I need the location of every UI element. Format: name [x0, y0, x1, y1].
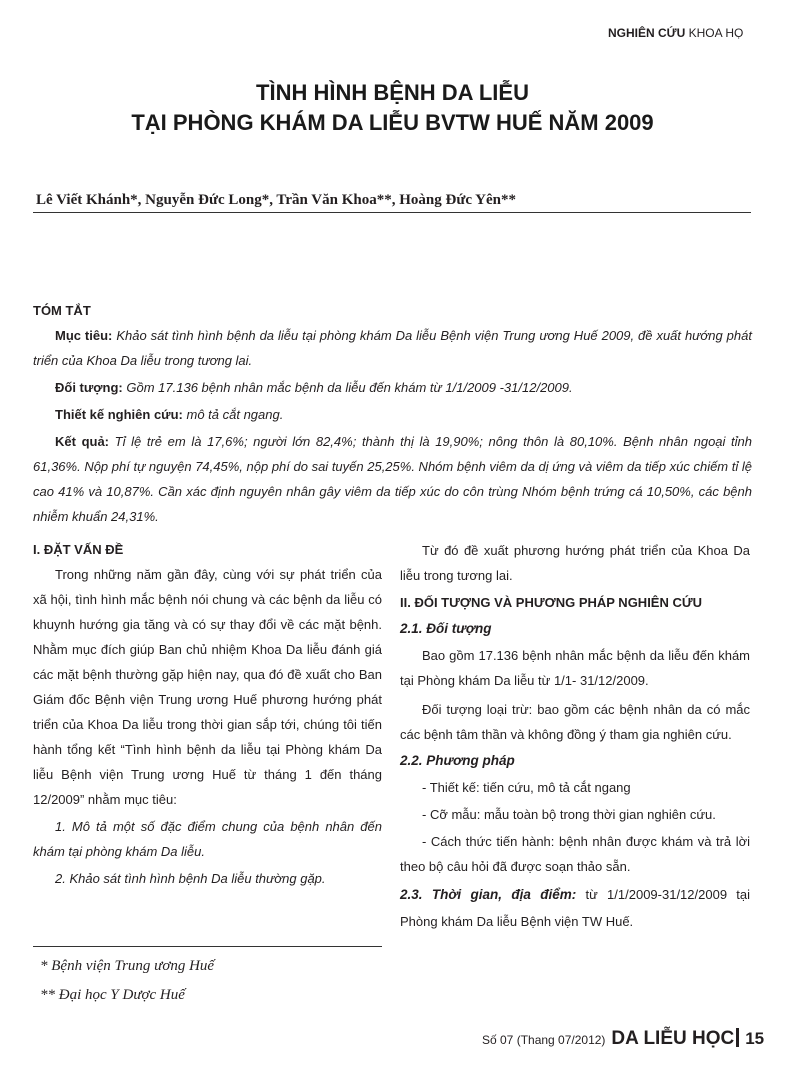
results-text: Tỉ lệ trẻ em là 17,6%; người lớn 82,4%; thành thị là 19,90%; nông thôn là 80,10%. Bệnh nhân ngoại tỉnh 61,36%. Nộp phí tự nguyện 74,45%, nộp phí do sai tuyến 25,25%. Nhóm bệnh viêm da dị ứng và viêm da tiếp xúc chiếm tỉ lệ cao 41% và 10,87%. Cần xác định nguyên nhân gây viêm da tiếp xúc do côn trùng Nhóm bệnh trứng cá 10,50%, các bệnh nhiễm khuẩn 24,31%.: [33, 434, 752, 524]
subjects-label: Đối tượng:: [55, 380, 123, 395]
subsection-2-2-para-2: - Cỡ mẫu: mẫu toàn bộ trong thời gian nghiên cứu.: [422, 807, 716, 822]
page-number: 15: [745, 1029, 765, 1048]
running-header: [608, 26, 743, 40]
abstract-design: [33, 402, 752, 427]
subsection-2-1-title: 2.1. Đối tượng: [400, 621, 492, 636]
subjects-text: Gồm 17.136 bệnh nhân mắc bệnh da liễu đến khám từ 1/1/2009 -31/12/2009.: [126, 380, 573, 395]
author-rule: [33, 212, 751, 213]
header-section-rest: KHOA HỌ: [688, 26, 744, 40]
section-1-continuation: Từ đó đề xuất phương hướng phát triển của Khoa Da liễu trong tương lai.: [400, 543, 750, 583]
subsection-2-3: [400, 881, 750, 934]
section-1-heading: I. ĐẶT VẤN ĐỀ: [33, 542, 124, 557]
authors: Lê Viết Khánh*, Nguyễn Đức Long*, Trần Văn Khoa**, Hoàng Đức Yên**: [36, 192, 517, 208]
objective-label: Mục tiêu:: [55, 328, 113, 343]
section-2-heading: II. ĐỐI TƯỢNG VÀ PHƯƠNG PHÁP NGHIÊN CỨU: [400, 595, 703, 610]
design-text: mô tả cắt ngang.: [186, 407, 284, 422]
left-column: [33, 537, 382, 891]
subsection-2-1-para-2: Đối tượng loại trừ: bao gồm các bệnh nhân da có mắc các bệnh tâm thần và không đồng ý tham gia nghiên cứu.: [400, 702, 750, 742]
right-column: [400, 538, 750, 934]
abstract-subjects: [33, 375, 752, 400]
subsection-2-3-text: từ 1/1/2009-31/12/2009 tại Phòng khám Da liễu Bệnh viện TW Huế.: [400, 887, 750, 929]
footnote-rule: [33, 946, 382, 947]
abstract-heading: TÓM TẮT: [33, 303, 91, 318]
design-label: Thiết kế nghiên cứu:: [55, 407, 183, 422]
section-1-paragraph: Trong những năm gần đây, cùng với sự phát triển của xã hội, tình hình mắc bệnh nói chung và các bệnh da liễu có khuynh hướng gia tăng và có sự thay đổi về các mặt bệnh. Nhằm mục đích giúp Ban chủ nhiệm Khoa Da liễu đánh giá các mặt bệnh thường gặp hiện nay, qua đó đề xuất cho Ban Giám đốc Bệnh viện Trung ương Huế phương hướng phát triển của Khoa Da liễu trong thời gian sắp tới, chúng tôi tiến hành tổng kết “Tình hình bệnh da liễu tại Phòng khám Da liễu Bệnh viện Trung ương Huế từ tháng 1 đến tháng 12/2009” nhằm mục tiêu:: [33, 567, 382, 807]
abstract-results: [33, 429, 752, 529]
footnote-2: ** Đại học Y Dược Huế: [40, 987, 185, 1003]
abstract: [33, 298, 752, 529]
page-footer: [482, 1028, 764, 1050]
results-label: Kết quả:: [55, 434, 110, 449]
issue-info: Số 07 (Thang 07/2012): [482, 1033, 606, 1047]
subsection-2-2-para-1: - Thiết kế: tiến cứu, mô tả cắt ngang: [422, 780, 631, 795]
title-line-2: TẠI PHÒNG KHÁM DA LIỄU BVTW HUẾ NĂM 2009: [131, 110, 654, 135]
objective-1: 1. Mô tả một số đặc điểm chung của bệnh nhân đến khám tại phòng khám Da liễu.: [33, 819, 382, 859]
subsection-2-3-title: 2.3. Thời gian, địa điểm:: [400, 887, 577, 902]
abstract-objective: [33, 323, 752, 373]
objective-2: 2. Khảo sát tình hình bệnh Da liễu thường gặp.: [55, 871, 326, 886]
subsection-2-2-title: 2.2. Phương pháp: [400, 753, 515, 768]
footer-divider: [736, 1028, 739, 1047]
title-line-1: TÌNH HÌNH BỆNH DA LIỄU: [256, 80, 529, 105]
subsection-2-2-para-3: - Cách thức tiến hành: bệnh nhân được khám và trả lời theo bộ câu hỏi đã được soạn thảo sẵn.: [400, 834, 750, 874]
journal-name: DA LIỄU HỌC: [611, 1028, 735, 1049]
objective-text: Khảo sát tình hình bệnh da liễu tại phòng khám Da liễu Bệnh viện Trung ương Huế 2009, đề xuất hướng phát triển của Khoa Da liễu trong tương lai.: [33, 328, 752, 368]
subsection-2-1-para-1: Bao gồm 17.136 bệnh nhân mắc bệnh da liễu đến khám tại Phòng khám Da liễu từ 1/1- 31/12/2009.: [400, 648, 750, 688]
header-section-bold: NGHIÊN CỨU: [608, 26, 686, 40]
footnote-1: * Bệnh viện Trung ương Huế: [40, 958, 215, 974]
